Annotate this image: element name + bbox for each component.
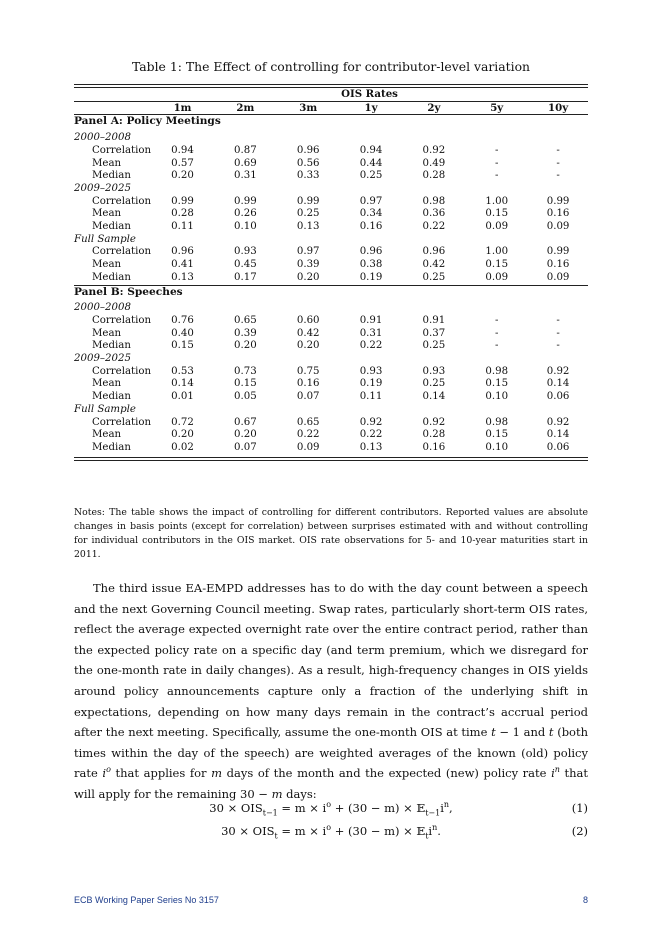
table-cell: 0.25 (359, 170, 383, 182)
table-row (74, 366, 588, 379)
row-label: Median (92, 340, 131, 352)
column-header: 1y (364, 101, 378, 114)
table-cell: 0.94 (171, 144, 194, 156)
table-cell: 0.25 (422, 378, 446, 390)
table-cell: 0.45 (234, 259, 257, 271)
table-notes: Notes: The table shows the impact of controlling for different contributors. Reported values are absolute changes in basis points (except for correlation) between surprises estimated with and without controlling for individual contributors in the OIS market. OIS rate observations for 5- and 10-year maturities start in 2011. (74, 507, 588, 560)
table-cell: 0.31 (234, 170, 257, 182)
panel-title: Panel B: Speeches (74, 285, 183, 298)
table-cell: 0.60 (296, 314, 320, 326)
table-cell: 0.10 (485, 391, 509, 403)
table-cell: 0.36 (422, 208, 446, 220)
table-cell: 0.69 (234, 157, 257, 169)
table-cell: 0.09 (546, 221, 570, 233)
table-row (74, 391, 588, 404)
panel-title: Panel A: Policy Meetings (74, 115, 221, 128)
row-label: Median (92, 391, 131, 403)
table-cell: 0.09 (485, 221, 509, 233)
table-cell: 0.25 (422, 340, 446, 352)
table-cell: 0.16 (546, 259, 570, 271)
column-header: 10y (548, 101, 569, 114)
table-cell: 0.49 (422, 157, 446, 169)
table-cell: 0.14 (422, 391, 446, 403)
table-cell: 0.93 (422, 365, 446, 377)
table-body (74, 88, 588, 457)
table-cell: 0.31 (359, 327, 383, 339)
table-cell: 1.00 (485, 246, 509, 258)
table-cell: 0.14 (171, 378, 194, 390)
table-cell: 0.39 (296, 259, 320, 271)
column-header: 2m (236, 101, 255, 114)
row-label: Correlation (92, 314, 152, 326)
table-cell: 0.76 (171, 314, 194, 326)
row-label: Mean (92, 327, 122, 339)
table-cell: 0.20 (171, 429, 194, 441)
table-cell: 0.22 (359, 340, 383, 352)
table-cell: 0.87 (234, 144, 257, 156)
table-cell: 0.72 (171, 416, 194, 428)
table-cell: 0.22 (359, 429, 383, 441)
table-row (74, 246, 588, 259)
table-cell: 0.42 (422, 259, 446, 271)
table-cell: 0.22 (296, 429, 320, 441)
row-label: Median (92, 170, 131, 182)
table-cell: 0.91 (422, 314, 446, 326)
table-cell: 0.19 (359, 378, 383, 390)
table-cell: 0.11 (171, 221, 194, 233)
table-row (74, 417, 588, 430)
period-label: 2009–2025 (74, 182, 131, 194)
equation-number: (2) (571, 824, 588, 838)
table-cell: 0.15 (485, 429, 509, 441)
group-header: OIS Rates (341, 88, 398, 100)
table-cell: 0.96 (296, 144, 320, 156)
table-cell: 0.56 (296, 157, 320, 169)
table-cell: 0.14 (546, 378, 570, 390)
period-header-row (74, 298, 588, 315)
row-label: Median (92, 221, 131, 233)
equation-2: $30 \times OIS_t = m \times i^o + (30 - m)$ × $𝔼_ti^n$. (2) (221, 823, 588, 841)
results-table (74, 84, 588, 461)
table-cell: 0.38 (359, 259, 383, 271)
period-label: 2000–2008 (74, 302, 131, 314)
table-cell: 0.99 (546, 246, 570, 258)
table-cell: 0.16 (546, 208, 570, 220)
table-cell: 0.15 (485, 378, 509, 390)
table-bottom-rule (74, 457, 588, 461)
table-cell: 0.33 (296, 170, 320, 182)
table-cell: - (556, 340, 560, 352)
series-label: ECB Working Paper Series No 3157 (74, 895, 219, 905)
table-row (74, 170, 588, 183)
table-caption: Table 1: The Effect of controlling for contributor-level variation (131, 59, 531, 74)
table-cell: 0.41 (171, 259, 194, 271)
panel-header-row (74, 285, 588, 298)
row-label: Correlation (92, 144, 152, 156)
table-cell: 0.97 (296, 246, 320, 258)
period-header-row (74, 183, 588, 196)
equation-number: (1) (571, 801, 588, 815)
table-cell: 0.07 (296, 391, 320, 403)
row-label: Median (92, 441, 131, 453)
table-cell: 0.10 (234, 221, 257, 233)
table-cell: 0.67 (234, 416, 257, 428)
table-row (74, 378, 588, 391)
table-cell: 0.13 (359, 441, 383, 453)
table-cell: 0.98 (422, 195, 446, 207)
table-cell: - (494, 340, 499, 352)
table-cell: 0.16 (296, 378, 320, 390)
table-cell: 0.99 (234, 195, 257, 207)
table-cell: 0.99 (296, 195, 320, 207)
table-cell: 0.20 (296, 271, 320, 283)
table-row (74, 328, 588, 341)
table-cell: 0.07 (234, 441, 257, 453)
table-cell: - (556, 170, 560, 182)
table-row (74, 259, 588, 272)
table-cell: 0.57 (171, 157, 194, 169)
table-cell: - (556, 314, 560, 326)
table-cell: 0.39 (234, 327, 257, 339)
row-label: Mean (92, 157, 122, 169)
table-row (74, 340, 588, 353)
row-label: Median (92, 271, 131, 283)
table-cell: 0.15 (485, 259, 509, 271)
table-cell: - (494, 314, 499, 326)
period-header-row (74, 404, 588, 417)
table-cell: 0.53 (171, 365, 194, 377)
table-cell: 1.00 (485, 195, 509, 207)
row-label: Mean (92, 429, 122, 441)
table-cell: - (556, 327, 560, 339)
table-cell: 0.34 (359, 208, 383, 220)
table-row (74, 145, 588, 158)
row-label: Mean (92, 378, 122, 390)
table-cell: 0.98 (485, 416, 509, 428)
table-cell: 0.16 (359, 221, 383, 233)
table-row (74, 221, 588, 234)
table-cell: - (494, 144, 499, 156)
table-cell: 0.40 (171, 327, 194, 339)
table-cell: 0.92 (422, 144, 446, 156)
table-cell: - (494, 157, 499, 169)
table-cell: 0.73 (234, 365, 257, 377)
table-cell: 0.94 (359, 144, 383, 156)
row-label: Correlation (92, 416, 152, 428)
table-cell: 0.92 (546, 416, 570, 428)
table-cell: 0.05 (234, 391, 257, 403)
table-row (74, 196, 588, 209)
table-cell: 0.06 (546, 441, 570, 453)
table-cell: 0.92 (546, 365, 570, 377)
table-cell: 0.65 (296, 416, 320, 428)
table-cell: 0.20 (234, 429, 257, 441)
column-header: 1m (173, 101, 192, 114)
table-cell: 0.14 (546, 429, 570, 441)
row-label: Correlation (92, 195, 152, 207)
table-row (74, 429, 588, 442)
table-cell: 0.96 (359, 246, 383, 258)
table-cell: - (494, 170, 499, 182)
period-label: Full Sample (74, 233, 136, 245)
period-header-row (74, 234, 588, 247)
table-cell: 0.25 (422, 271, 446, 283)
period-label: 2009–2025 (74, 353, 131, 365)
body-paragraph: The third issue EA-EMPD addresses has to do with the day count between a speech and the next Governing Council meeting. Swap rates, particularly short-term OIS rates, reflect the average expected overnight rate over the entire contract period, rather than the expected policy rate on a specific day (and term premium, which we disregard for the one-month rate in daily changes). As a result, high-frequency changes in OIS yields around policy announcements capture only a fraction of the underlying shift in expectations, depending on how many days remain in the contract’s accrual period after the next meeting. Specifically, assume the one-month OIS at time t − 1 and t (both times within the day of the speech) are weighted averages of the known (old) policy rate $i^o$ that applies for m days of the month and the expected (new) policy rate $i^n$ that will apply for the remaining 30 − m days: (74, 581, 589, 801)
period-label: 2000–2008 (74, 132, 131, 144)
table-row (74, 272, 588, 285)
table-cell: 0.01 (171, 391, 194, 403)
table-cell: 0.92 (422, 416, 446, 428)
panel-header-row (74, 115, 588, 128)
equation-1: $30 \times OIS_{t-1} = m \times i^o + (30 - m)$ × $𝔼_{t-1}i^n$, (1) (209, 800, 588, 818)
row-label: Mean (92, 259, 122, 271)
table-cell: 0.65 (234, 314, 257, 326)
column-header: 3m (299, 101, 318, 114)
table-cell: - (556, 157, 560, 169)
table-cell: 0.15 (485, 208, 509, 220)
table-row (74, 158, 588, 171)
table-cell: 0.20 (296, 340, 320, 352)
table-grid (74, 88, 588, 457)
table-cell: 0.16 (422, 441, 446, 453)
table-cell: 0.98 (485, 365, 509, 377)
table-cell: 0.93 (234, 246, 257, 258)
table-cell: 0.09 (546, 271, 570, 283)
table-cell: 0.42 (296, 327, 320, 339)
table-cell: 0.11 (359, 391, 383, 403)
table-cell: 0.75 (296, 365, 320, 377)
table-cell: 0.44 (359, 157, 383, 169)
table-cell: 0.28 (171, 208, 194, 220)
table-cell: 0.28 (422, 170, 446, 182)
page-number: 8 (582, 895, 588, 905)
table-cell: 0.93 (359, 365, 383, 377)
table-cell: 0.17 (234, 271, 257, 283)
table-cell: 0.96 (422, 246, 446, 258)
table-row (74, 208, 588, 221)
table-cell: 0.09 (296, 441, 320, 453)
table-cell: 0.97 (359, 195, 383, 207)
period-header-row (74, 128, 588, 145)
table-cell: 0.99 (171, 195, 194, 207)
column-header-row (74, 101, 588, 115)
table-cell: 0.20 (171, 170, 194, 182)
table-cell: 0.91 (359, 314, 383, 326)
period-header-row (74, 353, 588, 366)
table-cell: 0.13 (171, 271, 194, 283)
table-cell: 0.22 (422, 221, 446, 233)
table-cell: 0.15 (171, 340, 194, 352)
period-label: Full Sample (74, 403, 136, 415)
column-header: 5y (490, 101, 504, 114)
table-cell: 0.26 (234, 208, 257, 220)
table-cell: 0.37 (422, 327, 446, 339)
table-cell: 0.25 (296, 208, 320, 220)
table-cell: 0.28 (422, 429, 446, 441)
table-cell: 0.92 (359, 416, 383, 428)
table-cell: 0.10 (485, 441, 509, 453)
table-cell: 0.09 (485, 271, 509, 283)
row-label: Correlation (92, 365, 152, 377)
table-cell: - (494, 327, 499, 339)
table-cell: 0.19 (359, 271, 383, 283)
table-cell: 0.99 (546, 195, 570, 207)
table-cell: 0.96 (171, 246, 194, 258)
table-row (74, 315, 588, 328)
table-cell: 0.13 (296, 221, 320, 233)
table-cell: 0.20 (234, 340, 257, 352)
column-header: 2y (427, 101, 441, 114)
table-cell: 0.06 (546, 391, 570, 403)
row-label: Correlation (92, 246, 152, 258)
table-row (74, 442, 588, 455)
row-label: Mean (92, 208, 122, 220)
table-cell: - (556, 144, 560, 156)
table-cell: 0.02 (171, 441, 194, 453)
table-cell: 0.15 (234, 378, 257, 390)
